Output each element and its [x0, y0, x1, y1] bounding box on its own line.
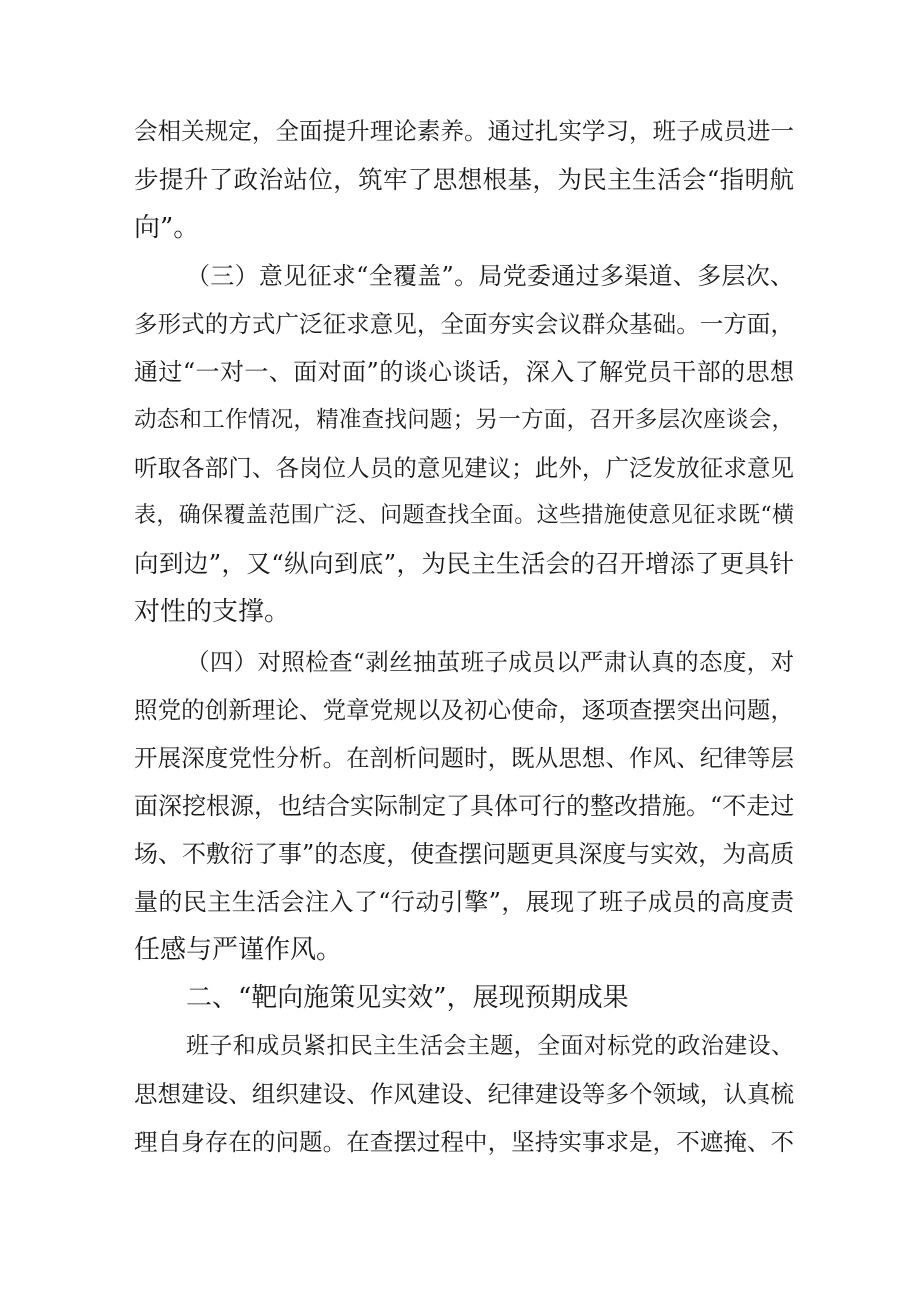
text-line-2: 步提升了政治站位，筑牢了思想根基，为民主生活会“指明航: [134, 165, 794, 194]
chapter-heading-2: 二、“靶向施策见实效”，展现预期成果: [186, 983, 629, 1013]
text-line-17: 量的民主生活会注入了“行动引擎”，展现了班子成员的高度责: [134, 888, 794, 916]
text-line-16: 场、不敷衍了事”的态度，使查摆问题更具深度与实效，为高质: [134, 840, 795, 868]
text-line-13: 照党的创新理论、党章党规以及初心使命，逐项查摆突出问题，: [134, 696, 794, 724]
text-line-10: 向到边”，又“纵向到底”，为民主生活会的召开增添了更具针: [134, 549, 794, 578]
text-line-3: 向”。: [134, 213, 200, 243]
text-line-18: 任感与严谨作风。: [134, 935, 343, 965]
text-line-20: 班子和成员紧扣民主生活会主题，全面对标党的政治建设、: [186, 1033, 794, 1059]
text-line-7: 动态和工作情况，精准查找问题；另一方面，召开多层次座谈会，: [134, 407, 794, 433]
text-line-9: 表，确保覆盖范围广泛、问题查找全面。这些措施使意见征求既“横: [134, 503, 794, 528]
text-line-6: 通过“一对一、面对面”的谈心谈话，深入了解党员干部的思想: [134, 358, 794, 386]
section-heading-3: （三）意见征求“全覆盖”。局党委通过多渠道、多层次、: [186, 262, 794, 290]
text-line-14: 开展深度党性分析。在剖析问题时，既从思想、作风、纪律等层: [134, 744, 794, 772]
text-line-15: 面深挖根源，也结合实际制定了具体可行的整改措施。“不走过: [134, 792, 795, 820]
text-line-11: 对性的支撑。: [134, 597, 291, 627]
text-line-5: 多形式的方式广泛征求意见，全面夯实会议群众基础。一方面，: [134, 310, 794, 338]
text-line-22: 理自身存在的问题。在查摆过程中，坚持实事求是，不遮掩、不: [134, 1128, 794, 1156]
text-line-1: 会相关规定，全面提升理论素养。通过扎实学习，班子成员进一: [134, 117, 794, 145]
text-line-8: 听取各部门、各岗位人员的意见建议；此外，广泛发放征求意见: [134, 454, 794, 482]
section-heading-4: （四）对照检查“剥丝抽茧班子成员以严肃认真的态度，对: [186, 648, 794, 676]
text-line-21: 思想建设、组织建设、作风建设、纪律建设等多个领域，认真梳: [134, 1080, 794, 1108]
